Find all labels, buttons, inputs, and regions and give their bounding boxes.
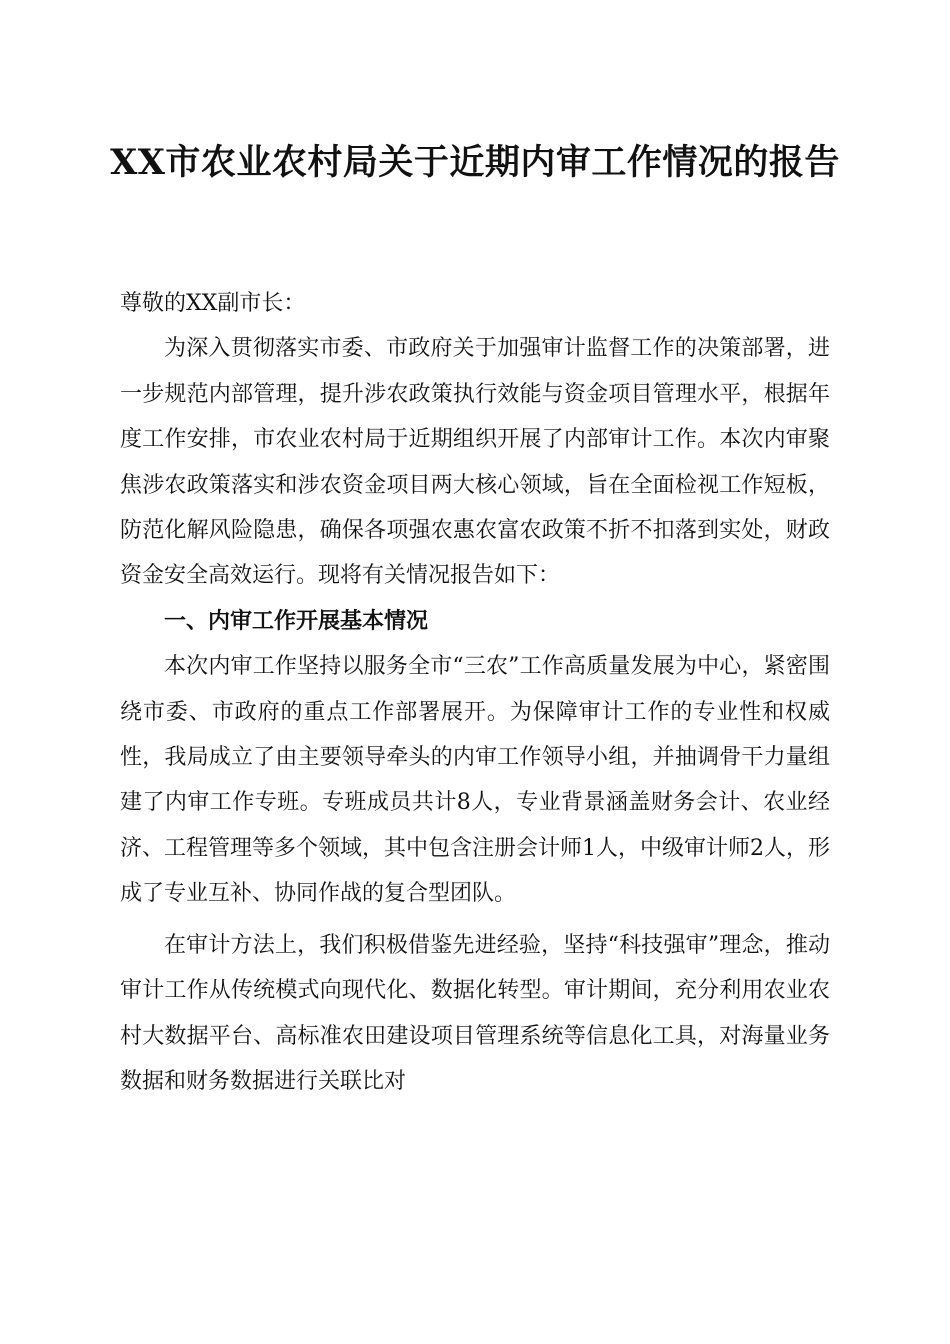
body-paragraph: 在审计方法上，我们积极借鉴先进经验，坚持“科技强审”理念，推动审计工作从传统模式向现代化、数据化转型。审计期间，充分利用农业农村大数据平台、高标准农田建设项目管理系统等信息化工具，对海量业务数据和财务数据进行关联比对 xyxy=(120,932,830,1094)
salutation: 尊敬的XX副市长： xyxy=(120,291,306,316)
section-heading: 一、内审工作开展基本情况 xyxy=(164,608,429,634)
intro-paragraph: 为深入贯彻落实市委、市政府关于加强审计监督工作的决策部署，进一步规范内部管理，提升涉农政策执行效能与资金项目管理水平，根据年度工作安排，市农业农村局于近期组织开展了内部审计工作。本次内审聚焦涉农政策落实和涉农资金项目两大核心领域，旨在全面检视工作短板，防范化解风险隐患，确保各项强农惠农富农政策不折不扣落到实处，财政资金安全高效运行。现将有关情况报告如下： xyxy=(120,336,830,589)
document-title: XX市农业农村局关于近期内审工作情况的报告 xyxy=(110,142,840,183)
body-paragraph: 本次内审工作坚持以服务全市“三农”工作高质量发展为中心，紧密围绕市委、市政府的重点工作部署展开。为保障审计工作的专业性和权威性，我局成立了由主要领导牵头的内审工作领导小组，并抽调骨干力量组建了内审工作专班。专班成员共计8人，专业背景涵盖财务会计、农业经济、工程管理等多个领域，其中包含注册会计师1人，中级审计师2人，形成了专业互补、协同作战的复合型团队。 xyxy=(120,654,830,907)
document-body xyxy=(120,281,830,1104)
